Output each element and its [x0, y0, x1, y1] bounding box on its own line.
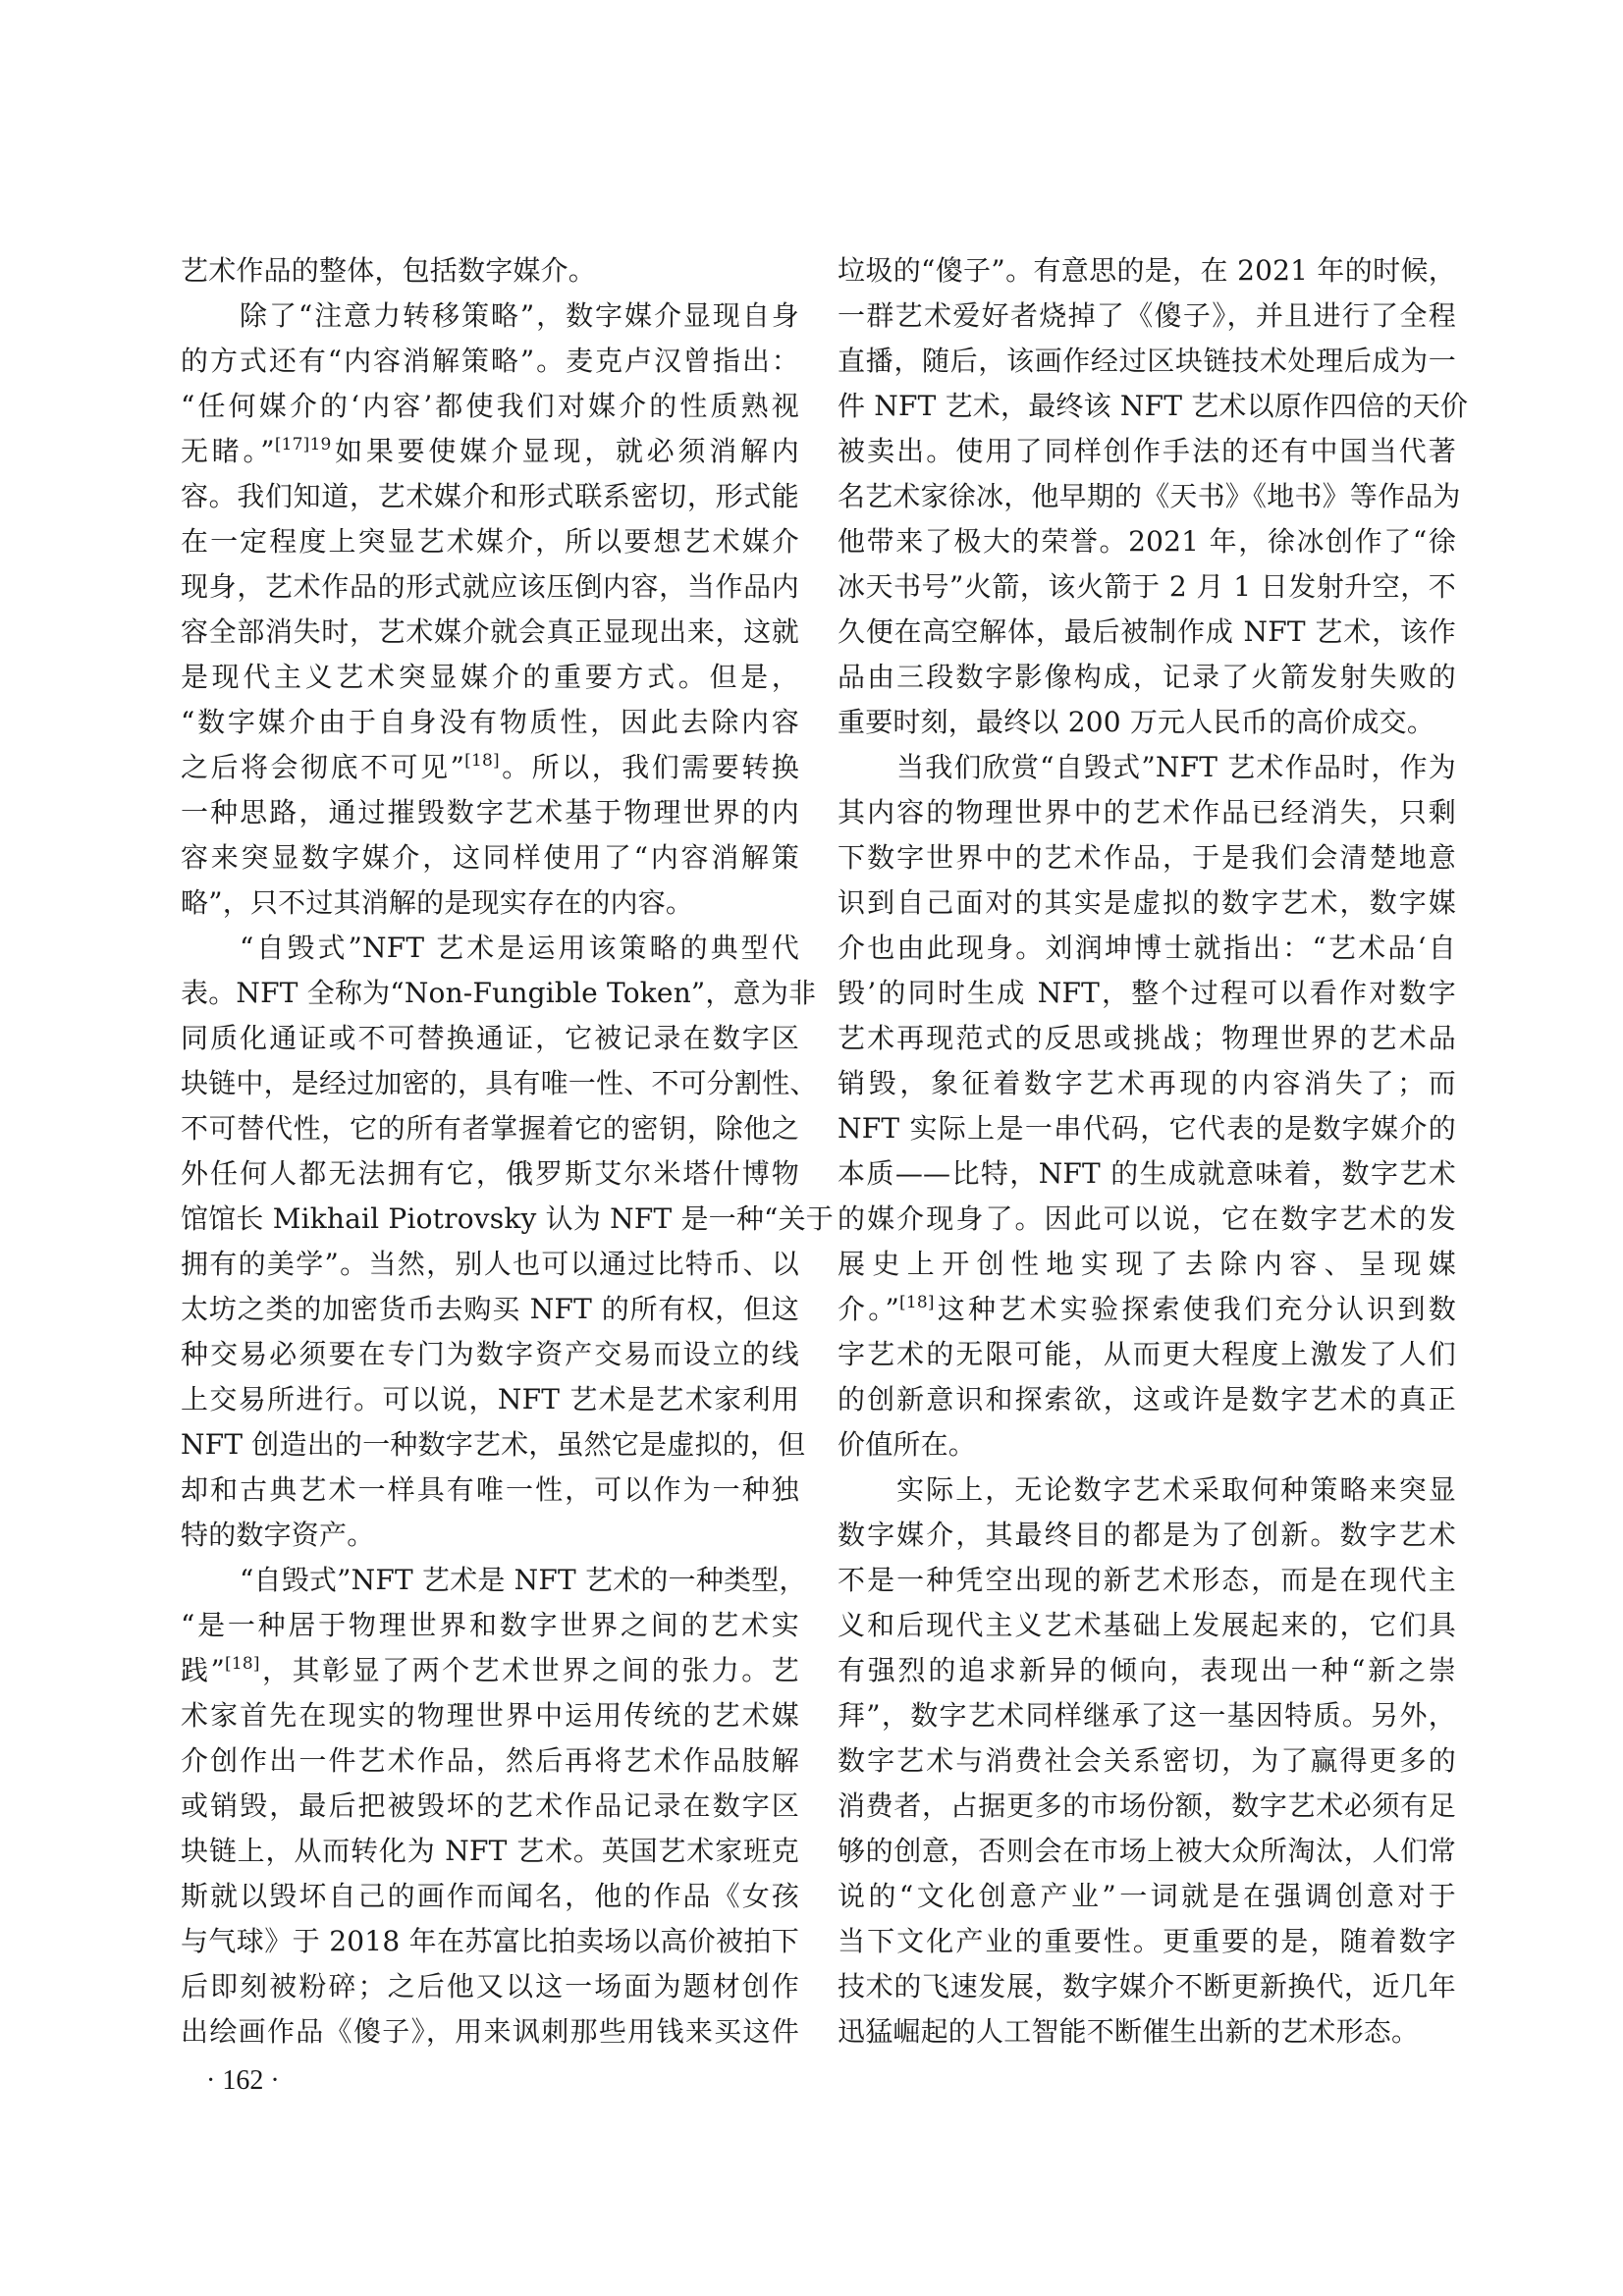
text-line — [838, 1648, 1456, 1693]
line-text: 展史上开创性地实现了去除内容、呈现媒 — [838, 1248, 1456, 1280]
text-line — [838, 1242, 1456, 1287]
text-line — [838, 2009, 1456, 2055]
text-line — [838, 1016, 1456, 1061]
text-line — [838, 1558, 1456, 1603]
line-text: 说的“文化创意产业”一词就是在强调创意对于 — [838, 1880, 1456, 1912]
line-text: 太坊之类的加密货币去购买 NFT 的所有权，但这 — [181, 1293, 799, 1325]
line-text: 践” — [181, 1654, 226, 1686]
line-text: 拥有的美学”。当然，别人也可以通过比特币、以 — [181, 1248, 799, 1280]
text-line — [838, 1287, 1456, 1332]
line-text: 介也由此现身。刘润坤博士就指出：“艺术品‘自 — [838, 932, 1456, 964]
line-text: 销毁，象征着数字艺术再现的内容消失了；而 — [838, 1067, 1456, 1099]
line-text: 数字艺术与消费社会关系密切，为了赢得更多的 — [838, 1744, 1456, 1777]
text-line — [181, 1919, 799, 1964]
line-text: 容来突显数字媒介，这同样使用了“内容消解策 — [181, 841, 799, 874]
line-text: “是一种居于物理世界和数字世界之间的艺术实 — [181, 1609, 799, 1641]
line-text: 在一定程度上突显艺术媒介，所以要想艺术媒介 — [181, 525, 799, 558]
line-text: 够的创意，否则会在市场上被大众所淘汰，人们常 — [838, 1835, 1456, 1867]
text-line — [838, 1151, 1456, 1197]
text-line — [181, 2009, 799, 2055]
line-text: 与气球》于 2018 年在苏富比拍卖场以高价被拍下 — [181, 1925, 799, 1957]
line-text: 迅猛崛起的人工智能不断催生出新的艺术形态。 — [838, 2015, 1420, 2048]
line-text: 冰天书号”火箭，该火箭于 2 月 1 日发射升空，不 — [838, 570, 1456, 603]
text-line — [838, 790, 1456, 835]
text-line — [838, 1422, 1456, 1468]
text-line — [181, 1874, 799, 1919]
text-line — [838, 1738, 1456, 1784]
text-line — [838, 248, 1456, 294]
line-text: 种交易必须要在专门为数字资产交易而设立的线 — [181, 1338, 799, 1370]
right-column — [838, 248, 1469, 2055]
line-text: 本质——比特，NFT 的生成就意味着，数字艺术 — [838, 1157, 1456, 1190]
line-text: 有强烈的追求新异的倾向，表现出一种“新之崇 — [838, 1654, 1456, 1686]
text-line — [181, 1468, 799, 1513]
text-line — [181, 1197, 834, 1242]
line-text: 馆馆长 Mikhail Piotrovsky 认为 NFT 是一种“关于 — [181, 1202, 834, 1235]
line-text: 不可替代性，它的所有者掌握着它的密钥，除他之 — [181, 1112, 799, 1145]
text-line — [181, 700, 799, 745]
text-line — [838, 1061, 1456, 1106]
line-text: 上交易所进行。可以说，NFT 艺术是艺术家利用 — [181, 1383, 799, 1415]
text-line — [181, 1648, 799, 1693]
line-text: NFT 实际上是一串代码，它代表的是数字媒介的 — [838, 1112, 1456, 1145]
citation-marker: [18] — [464, 751, 500, 771]
text-line — [181, 1964, 799, 2009]
text-line — [181, 1287, 799, 1332]
text-line — [838, 1197, 1456, 1242]
line-text: 斯就以毁坏自己的画作而闻名，他的作品《女孩 — [181, 1880, 799, 1912]
line-text: 之后将会彻底不可见” — [181, 751, 465, 783]
text-line — [181, 294, 799, 339]
text-line — [838, 700, 1456, 745]
line-text: 同质化通证或不可替换通证，它被记录在数字区 — [181, 1022, 799, 1054]
text-line — [838, 1106, 1456, 1151]
text-line — [181, 1106, 799, 1151]
line-text: 实际上，无论数字艺术采取何种策略来突显 — [896, 1473, 1456, 1506]
text-line — [181, 1377, 799, 1422]
line-text: 不是一种凭空出现的新艺术形态，而是在现代主 — [838, 1564, 1456, 1596]
line-text: 块链上，从而转化为 NFT 艺术。英国艺术家班克 — [181, 1835, 799, 1867]
line-text: 下数字世界中的艺术作品，于是我们会清楚地意 — [838, 841, 1456, 874]
text-line — [838, 1874, 1456, 1919]
text-line — [181, 1242, 799, 1287]
text-line — [181, 745, 799, 790]
line-text: 被卖出。使用了同样创作手法的还有中国当代著 — [838, 435, 1456, 467]
text-line — [838, 429, 1456, 474]
page-number: · 162 · — [206, 2065, 280, 2096]
line-text: 其内容的物理世界中的艺术作品已经消失，只剩 — [838, 796, 1456, 828]
line-text: 数字媒介，其最终目的都是为了创新。数字艺术 — [838, 1519, 1456, 1551]
text-line — [181, 1603, 799, 1648]
text-line — [838, 1603, 1456, 1648]
line-text: 后即刻被粉碎；之后他又以这一场面为题材创作 — [181, 1970, 799, 2002]
line-text: 当下文化产业的重要性。更重要的是，随着数字 — [838, 1925, 1456, 1957]
line-text: 义和后现代主义艺术基础上发展起来的，它们具 — [838, 1609, 1456, 1641]
text-line — [181, 1693, 799, 1738]
line-text: 无睹。” — [181, 435, 275, 467]
line-text: 略”，只不过其消解的是现实存在的内容。 — [181, 886, 694, 919]
text-line — [181, 384, 799, 429]
text-line — [181, 835, 799, 881]
text-line — [181, 1738, 799, 1784]
line-text: NFT 创造出的一种数字艺术，虽然它是虚拟的，但 — [181, 1428, 806, 1461]
text-line — [838, 1829, 1456, 1874]
line-text-continued: ，其彰显了两个艺术世界之间的张力。艺 — [259, 1654, 799, 1686]
line-text: 特的数字资产。 — [181, 1519, 375, 1551]
text-line — [838, 835, 1456, 881]
text-line — [181, 926, 799, 971]
text-line — [838, 1332, 1456, 1377]
line-text: “数字媒介由于自身没有物质性，因此去除内容 — [181, 706, 799, 738]
text-line — [181, 1784, 799, 1829]
line-text: 久便在高空解体，最后被制作成 NFT 艺术，该作 — [838, 615, 1456, 648]
left-column — [181, 248, 834, 2055]
line-text: 的媒介现身了。因此可以说，它在数字艺术的发 — [838, 1202, 1456, 1235]
text-line — [181, 1061, 818, 1106]
line-text: 是现代主义艺术突显媒介的重要方式。但是， — [181, 661, 799, 693]
line-text: 表。NFT 全称为“Non-Fungible Token”，意为非 — [181, 977, 817, 1009]
line-text: 却和古典艺术一样具有唯一性，可以作为一种独 — [181, 1473, 799, 1506]
line-text: “任何媒介的‘内容’都使我们对媒介的性质熟视 — [181, 390, 799, 422]
line-text-continued: 如果要使媒介显现，就必须消解内 — [331, 435, 799, 467]
text-line — [838, 1468, 1456, 1513]
citation-marker: [18] — [899, 1293, 935, 1312]
text-line — [838, 1919, 1456, 1964]
line-text: “自毁式”NFT 艺术是运用该策略的典型代 — [240, 932, 799, 964]
text-line — [181, 655, 799, 700]
line-text: 字艺术的无限可能，从而更大程度上激发了人们 — [838, 1338, 1456, 1370]
text-line — [838, 1693, 1456, 1738]
line-text: 除了“注意力转移策略”，数字媒介显现自身 — [240, 299, 799, 332]
line-text: 技术的飞速发展，数字媒介不断更新换代，近几年 — [838, 1970, 1456, 2002]
line-text: 消费者，占据更多的市场份额，数字艺术必须有足 — [838, 1789, 1456, 1822]
line-text: 出绘画作品《傻子》，用来讽刺那些用钱来买这件 — [181, 2015, 799, 2048]
line-text: 术家首先在现实的物理世界中运用传统的艺术媒 — [181, 1699, 799, 1732]
line-text: 容全部消失时，艺术媒介就会真正显现出来，这就 — [181, 615, 799, 648]
text-line — [838, 474, 1461, 519]
text-line — [838, 294, 1456, 339]
text-line — [838, 1784, 1456, 1829]
line-text: 垃圾的“傻子”。有意思的是，在 2021 年的时候， — [838, 254, 1456, 287]
text-line — [181, 564, 799, 610]
line-text: 品由三段数字影像构成，记录了火箭发射失败的 — [838, 661, 1456, 693]
line-text: 直播，随后，该画作经过区块链技术处理后成为一 — [838, 345, 1456, 377]
line-text: 毁’的同时生成 NFT，整个过程可以看作对数字 — [838, 977, 1456, 1009]
text-line — [838, 1964, 1456, 2009]
line-text: 块链中，是经过加密的，具有唯一性、不可分割性、 — [181, 1067, 818, 1099]
line-text: 容。我们知道，艺术媒介和形式联系密切，形式能 — [181, 480, 799, 512]
line-text: 艺术作品的整体，包括数字媒介。 — [181, 254, 597, 287]
line-text: 的创新意识和探索欲，这或许是数字艺术的真正 — [838, 1383, 1456, 1415]
line-text: 识到自己面对的其实是虚拟的数字艺术，数字媒 — [838, 886, 1456, 919]
line-text: 他带来了极大的荣誉。2021 年，徐冰创作了“徐 — [838, 525, 1456, 558]
text-line — [181, 1016, 799, 1061]
line-text: “自毁式”NFT 艺术是 NFT 艺术的一种类型， — [240, 1564, 807, 1596]
line-text: 件 NFT 艺术，最终该 NFT 艺术以原作四倍的天价 — [838, 390, 1469, 422]
text-line — [181, 429, 799, 474]
line-text: 名艺术家徐冰，他早期的《天书》《地书》等作品为 — [838, 480, 1461, 512]
text-line — [838, 384, 1469, 429]
text-line — [181, 248, 799, 294]
text-line — [181, 610, 799, 655]
line-text: 外任何人都无法拥有它，俄罗斯艾尔米塔什博物 — [181, 1157, 799, 1190]
citation-marker: [17]19 — [274, 435, 332, 454]
line-text-continued: 这种艺术实验探索使我们充分认识到数 — [934, 1293, 1457, 1325]
text-line — [838, 655, 1456, 700]
text-line — [181, 339, 799, 384]
line-text: 拜”，数字艺术同样继承了这一基因特质。另外， — [838, 1699, 1456, 1732]
text-line — [181, 1829, 799, 1874]
text-line — [838, 745, 1456, 790]
text-line — [838, 339, 1456, 384]
text-line — [838, 564, 1456, 610]
line-text-continued: 。所以，我们需要转换 — [499, 751, 799, 783]
text-line — [181, 474, 799, 519]
line-text: 现身，艺术作品的形式就应该压倒内容，当作品内 — [181, 570, 799, 603]
text-line — [838, 926, 1456, 971]
text-line — [181, 519, 799, 564]
line-text: 的方式还有“内容消解策略”。麦克卢汉曾指出： — [181, 345, 799, 377]
text-line — [838, 1377, 1456, 1422]
line-text: 当我们欣赏“自毁式”NFT 艺术作品时，作为 — [896, 751, 1456, 783]
text-line — [181, 881, 799, 926]
text-line — [181, 790, 799, 835]
text-line — [838, 610, 1456, 655]
line-text: 一群艺术爱好者烧掉了《傻子》，并且进行了全程 — [838, 299, 1456, 332]
line-text: 价值所在。 — [838, 1428, 977, 1461]
line-text: 重要时刻，最终以 200 万元人民币的高价成交。 — [838, 706, 1435, 738]
text-line — [838, 519, 1456, 564]
line-text: 介创作出一件艺术作品，然后再将艺术作品肢解 — [181, 1744, 799, 1777]
text-line — [181, 1332, 799, 1377]
line-text: 艺术再现范式的反思或挑战；物理世界的艺术品 — [838, 1022, 1456, 1054]
text-line — [838, 971, 1456, 1016]
text-line — [838, 881, 1456, 926]
text-line — [181, 1151, 799, 1197]
text-line — [838, 1513, 1456, 1558]
line-text: 或销毁，最后把被毁坏的艺术作品记录在数字区 — [181, 1789, 799, 1822]
line-text: 介。” — [838, 1293, 900, 1325]
citation-marker: [18] — [225, 1654, 260, 1674]
text-line — [181, 1513, 799, 1558]
text-line — [181, 1422, 806, 1468]
text-line — [181, 1558, 807, 1603]
text-line — [181, 971, 817, 1016]
line-text: 一种思路，通过摧毁数字艺术基于物理世界的内 — [181, 796, 799, 828]
